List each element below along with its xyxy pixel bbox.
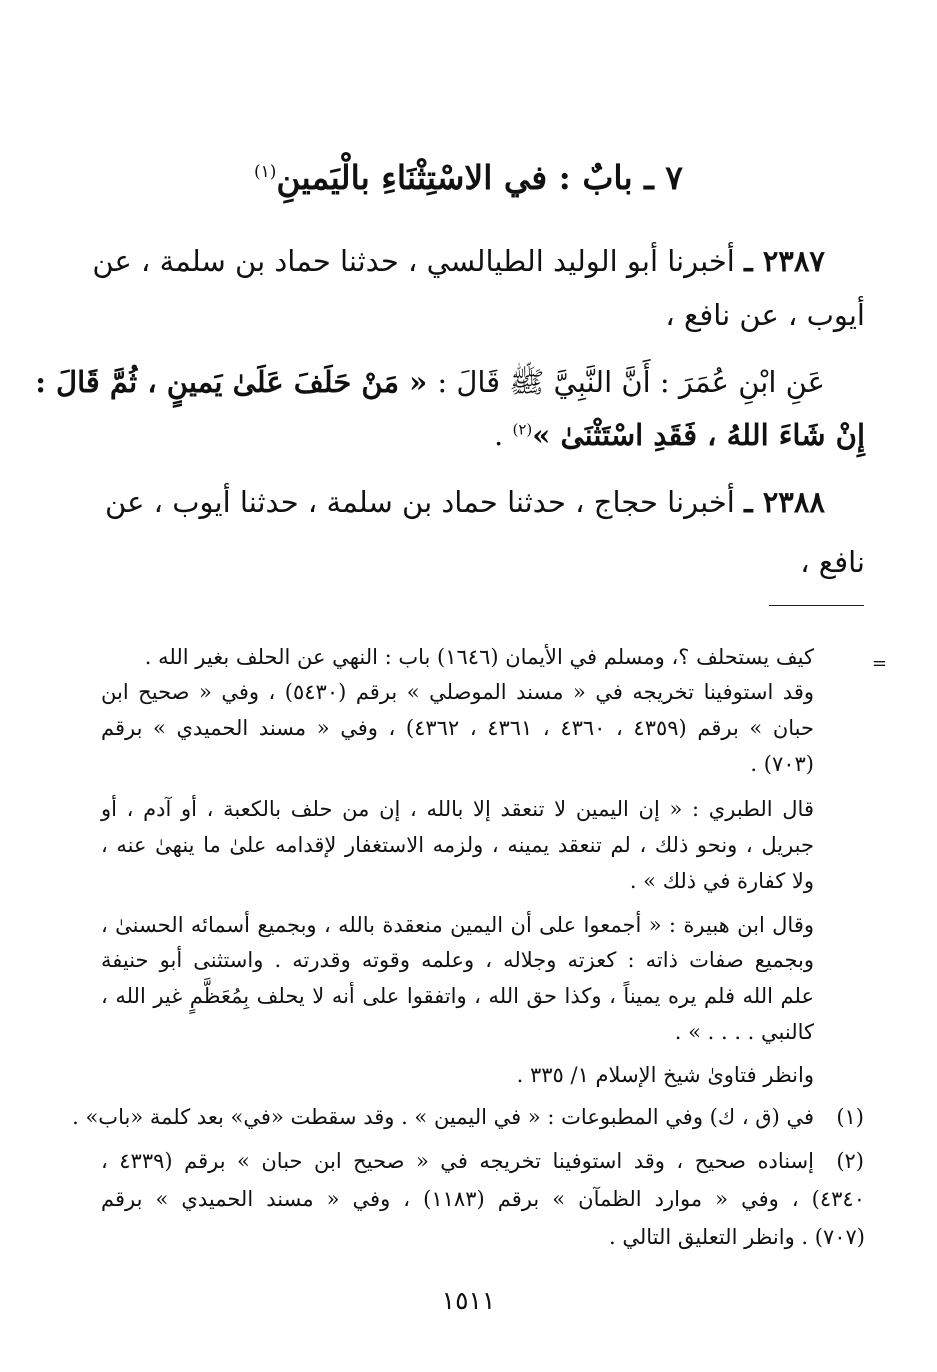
- footnote-cont-line-9: وبجميع صفات ذاته : كعزته وجلاله ، وعلمه وقوته وقدرته . واستثنى أبو حنيفة: [101, 948, 814, 972]
- footnote-cont-line-7: ولا كفارة في ذلك » .: [629, 869, 814, 893]
- footnote-2-line-2: ٤٣٤٠) ، وفي « موارد الظمآن » برقم (١١٨٣) ، وفي « مسند الحميدي » برقم: [101, 1187, 865, 1211]
- hadith-2387-matn-quote2: إِنْ شَاءَ اللهُ ، فَقَدِ اسْتَثْنَىٰ »: [532, 418, 865, 452]
- hadith-2387-footnote-ref: (٢): [512, 420, 533, 439]
- hadith-2388-isnad-text1: أخبرنا حجاج ، حدثنا حماد بن سلمة ، حدثنا أيوب ، عن: [105, 485, 735, 519]
- footnote-2-line-3: (٧٠٧) . وانظر التعليق التالي .: [609, 1225, 865, 1249]
- hadith-2387-matn-intro: عَنِ ابْنِ عُمَرَ : أَنَّ النَّبِيَّ ﷺ قَالَ :: [437, 365, 825, 399]
- chapter-title: ٧ ـ بابٌ : في الاسْتِثْنَاءِ بالْيَمينِ: [276, 158, 684, 197]
- footnote-cont-line-2: وقد استوفينا تخريجه في « مسند الموصلي » برقم (٥٤٣٠) ، وفي « صحيح ابن: [101, 680, 815, 704]
- hadith-2387-matn-line2: [494, 418, 865, 452]
- footnote-2-line-1: إسناده صحيح ، وقد استوفينا تخريجه في « صحيح ابن حبان » برقم (٤٣٣٩ ،: [101, 1149, 814, 1173]
- hadith-2387-isnad-line1: [92, 244, 825, 278]
- hadith-2387-isnad-line2: أيوب ، عن نافع ،: [665, 298, 865, 332]
- hadith-2388-number: ٢٣٨٨ ـ: [744, 485, 825, 519]
- footnote-cont-line-5: قال الطبري : « إن اليمين لا تنعقد إلا بالله ، إن من حلف بالكعبة ، أو آدم ، أو: [101, 797, 814, 821]
- chapter-heading: [0, 158, 937, 197]
- hadith-2387-matn-end: .: [494, 418, 513, 452]
- footnote-cont-line-6: جبريل ، ونحو ذلك ، لم تنعقد يمينه ، ولزمه الاستغفار لإقدامه علىٰ ما ينهىٰ عنه ،: [101, 833, 814, 857]
- footnote-1-text: في (ق ، ك) وفي المطبوعات : « في اليمين » . وقد سقطت «في» بعد كلمة «باب» .: [72, 1105, 814, 1129]
- footnote-2-number: (٢): [836, 1149, 864, 1173]
- footnote-cont-line-10: علم الله فلم يره يميناً ، وكذا حق الله ، واتفقوا على أنه لا يحلف بِمُعَظَّمٍ غير الله ،: [101, 984, 814, 1008]
- hadith-2387-matn-quote1: « مَنْ حَلَفَ عَلَىٰ يَمينٍ ، ثُمَّ قَالَ :: [35, 365, 428, 399]
- page-number: ١٥١١: [441, 1286, 496, 1315]
- hadith-2388-isnad-line1: [105, 485, 825, 519]
- hadith-2387-isnad-text1: أخبرنا أبو الوليد الطيالسي ، حدثنا حماد بن سلمة ، عن: [92, 244, 735, 278]
- footnote-cont-line-12: وانظر فتاوىٰ شيخ الإسلام ١/ ٣٣٥ .: [516, 1063, 814, 1087]
- footnote-cont-line-11: كالنبي . . . . » .: [674, 1020, 814, 1044]
- footnote-cont-line-3: حبان » برقم (٤٣٥٩ ، ٤٣٦٠ ، ٤٣٦١ ، ٤٣٦٢) ، وفي « مسند الحميدي » برقم: [101, 716, 814, 740]
- footnote-cont-line-1: كيف يستحلف ؟، ومسلم في الأيمان (١٦٤٦) باب : النهي عن الحلف بغير الله .: [144, 645, 814, 669]
- chapter-footnote-ref: (١): [253, 162, 277, 182]
- footnote-1-number: (١): [836, 1105, 864, 1129]
- continuation-mark: =: [871, 653, 887, 674]
- hadith-2388-isnad-line2: نافع ،: [800, 545, 865, 579]
- hadith-2387-number: ٢٣٨٧ ـ: [744, 244, 825, 278]
- footnote-cont-line-8: وقال ابن هبيرة : « أجمعوا على أن اليمين منعقدة بالله ، وبجميع أسمائه الحسنىٰ ،: [101, 913, 814, 937]
- footnote-cont-line-4: (٧٠٣) .: [750, 752, 814, 776]
- hadith-2387-matn-line1: [35, 365, 825, 407]
- footnote-separator: [769, 605, 864, 606]
